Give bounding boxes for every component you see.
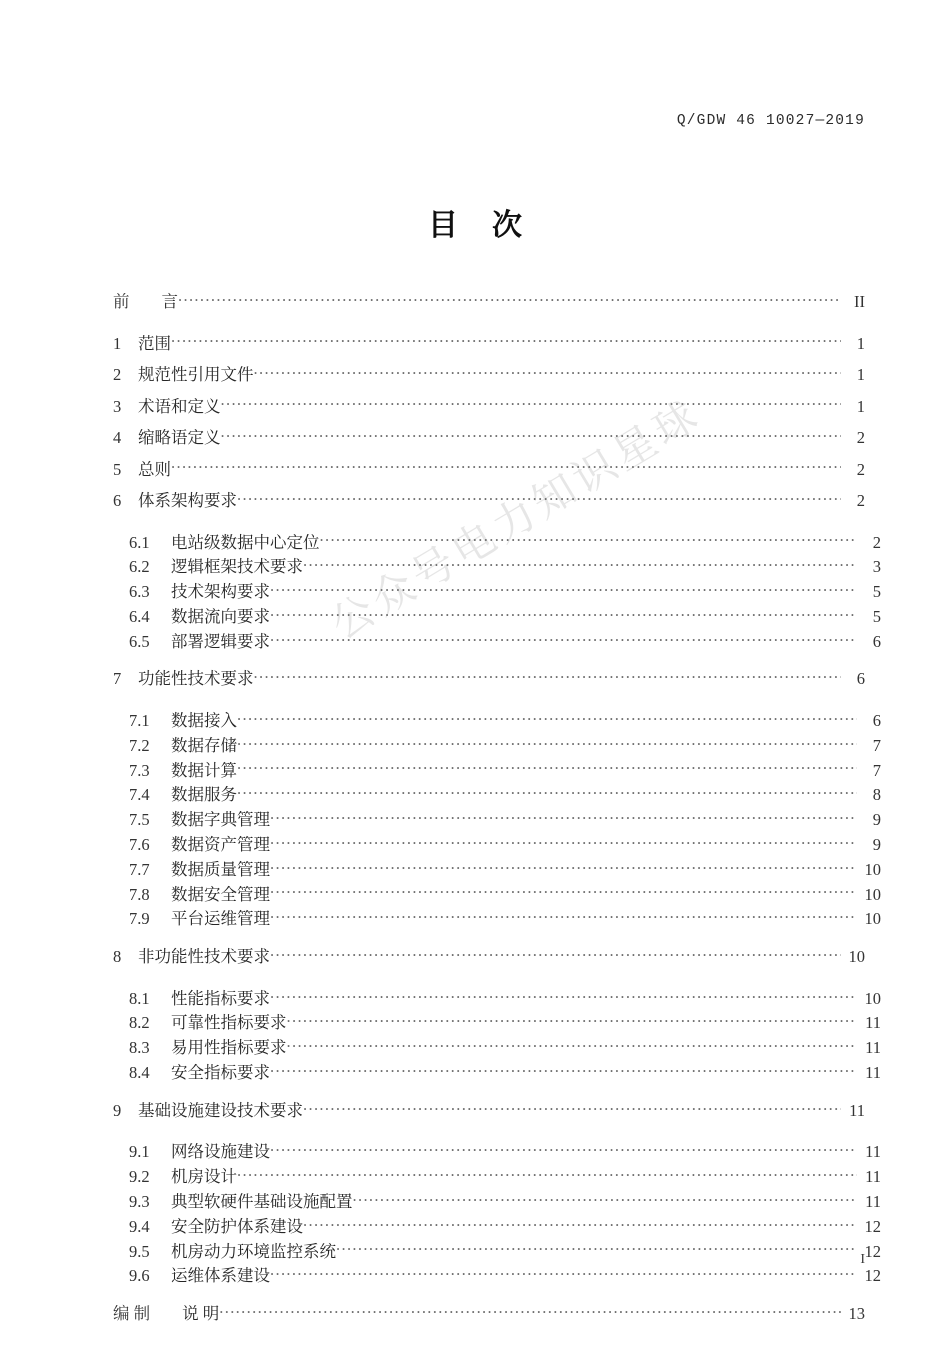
- toc-entry-page-number: 2: [856, 428, 865, 447]
- toc-entry-page-number: 2: [856, 459, 865, 479]
- toc-entry-page-number: 9: [872, 810, 881, 830]
- toc-entry-number: 7.9: [129, 909, 150, 929]
- toc-entry-page-number: 1: [856, 333, 865, 353]
- toc-entry-label: 基础设施建设技术要求: [138, 1100, 303, 1120]
- toc-entry-page-number: 10: [848, 947, 865, 967]
- toc-leader-dots: [270, 1265, 857, 1282]
- toc-leader-dots: [178, 291, 841, 308]
- toc-entry-page-number: 12: [864, 1216, 881, 1236]
- toc-entry-page-number: 6: [856, 669, 865, 689]
- toc-entry-number: 1: [113, 333, 122, 353]
- toc-entry-number: 6.5: [129, 631, 150, 651]
- toc-leader-dots: [270, 946, 841, 963]
- toc-leader-dots: [237, 1166, 857, 1183]
- toc-leader-dots: [270, 1141, 857, 1158]
- toc-entry[interactable]: [110, 707, 881, 732]
- toc-entry-label: 数据接入: [171, 710, 237, 730]
- toc-leader-dots: [237, 709, 857, 726]
- toc-entry-label: 易用性指标要求: [171, 1038, 287, 1058]
- toc-leader-dots: [171, 458, 841, 475]
- toc-entry-page-number: II: [854, 292, 865, 311]
- toc-entry-page-number: 6: [872, 631, 881, 651]
- toc-entry-number: 8: [113, 947, 122, 967]
- toc-entry[interactable]: [110, 1188, 881, 1213]
- toc-entry-label: 缩略语定义: [138, 428, 221, 447]
- toc-entry-number: 7.3: [129, 760, 150, 780]
- toc-entry-page-number: 11: [865, 1191, 881, 1211]
- toc-entry[interactable]: [110, 1059, 881, 1084]
- toc-entry[interactable]: [110, 529, 881, 554]
- toc-entry[interactable]: [110, 393, 865, 425]
- toc-entry[interactable]: [110, 1138, 881, 1163]
- toc-entry-number: 9.6: [129, 1266, 150, 1286]
- toc-entry-page-number: 12: [864, 1266, 881, 1286]
- toc-leader-dots: [303, 1099, 841, 1116]
- toc-leader-dots: [254, 364, 842, 381]
- toc-entry[interactable]: [110, 1097, 865, 1129]
- toc-entry[interactable]: [110, 943, 865, 975]
- toc-entry-label: 可靠性指标要求: [171, 1013, 287, 1033]
- toc-entry-label: 电站级数据中心定位: [171, 532, 320, 552]
- toc-entry-number: 9.3: [129, 1191, 150, 1211]
- toc-entry-number: 8.4: [129, 1063, 150, 1083]
- toc-entry[interactable]: [110, 806, 881, 831]
- toc-leader-dots: [270, 1062, 857, 1079]
- toc-entry-label: 性能指标要求: [171, 988, 270, 1008]
- toc-leader-dots: [270, 581, 857, 598]
- toc-entry-page-number: 11: [865, 1063, 881, 1083]
- toc-entry-label: 数据流向要求: [171, 606, 270, 626]
- toc-entry-page-number: 10: [864, 884, 881, 904]
- toc-leader-dots: [270, 809, 857, 826]
- toc-entry-page-number: 11: [865, 1038, 881, 1058]
- toc-entry[interactable]: [110, 330, 865, 362]
- toc-leader-dots: [353, 1190, 858, 1207]
- toc-entry[interactable]: [110, 628, 881, 653]
- toc-leader-dots: [303, 1215, 857, 1232]
- toc-entry-page-number: 7: [872, 735, 881, 755]
- toc-entry-label: 言: [161, 292, 178, 311]
- toc-entry-label: 安全指标要求: [171, 1063, 270, 1083]
- toc-entry[interactable]: [110, 424, 865, 456]
- toc-entry-label: 体系架构要求: [138, 491, 237, 510]
- toc-entry-number: 8.1: [129, 988, 150, 1008]
- toc-entry-label: 安全防护体系建设: [171, 1216, 303, 1236]
- toc-entry[interactable]: [110, 288, 865, 320]
- toc-leader-dots: [219, 1303, 841, 1320]
- toc-leader-dots: [270, 630, 857, 647]
- toc-entry[interactable]: [110, 1034, 881, 1059]
- toc-entry-number: 9.2: [129, 1167, 150, 1187]
- toc-leader-dots: [270, 908, 857, 925]
- standard-code-header: Q/GDW 46 10027—2019: [676, 113, 865, 129]
- toc-entry-label: 规范性引用文件: [138, 365, 254, 384]
- toc-entry[interactable]: [110, 1262, 881, 1287]
- toc-entry[interactable]: [110, 1163, 881, 1188]
- toc-entry[interactable]: [110, 578, 881, 603]
- toc-entry-number: 9.1: [129, 1142, 150, 1162]
- toc-entry-number: 9.4: [129, 1216, 150, 1236]
- toc-entry[interactable]: [110, 856, 881, 881]
- toc-entry-number: 9.5: [129, 1241, 150, 1261]
- toc-entry-number: 6.3: [129, 582, 150, 602]
- toc-leader-dots: [237, 784, 857, 801]
- toc-entry-number: 7: [113, 669, 122, 689]
- toc-entry-label: 数据资产管理: [171, 834, 270, 854]
- toc-entry-number: 5: [113, 459, 122, 479]
- toc-entry-page-number: 3: [872, 557, 881, 577]
- toc-entry-page-number: 11: [849, 1100, 865, 1120]
- toc-entry-page-number: 10: [864, 909, 881, 929]
- watermark-text: 公众号电力知识星球: [323, 391, 710, 649]
- toc-entry[interactable]: [110, 1213, 881, 1238]
- toc-entry-number: 6.1: [129, 532, 150, 552]
- toc-entry-label: 范围: [138, 333, 171, 353]
- toc-entry-label: 机房设计: [171, 1167, 237, 1187]
- toc-leader-dots: [270, 833, 857, 850]
- toc-entry-number: 9: [113, 1100, 122, 1120]
- toc-entry-page-number: 11: [865, 1142, 881, 1162]
- toc-entry-number: 8.2: [129, 1013, 150, 1033]
- toc-entry-page-number: 8: [872, 785, 881, 805]
- toc-entry-page-number: 1: [856, 365, 865, 384]
- toc-entry-number: 7.2: [129, 735, 150, 755]
- toc-entry[interactable]: [110, 456, 865, 488]
- toc-entry-number: 6.4: [129, 606, 150, 626]
- toc-entry-page-number: 9: [872, 834, 881, 854]
- toc-entry-number: 2: [113, 365, 122, 384]
- toc-entry-number: 4: [113, 428, 122, 447]
- toc-leader-dots: [221, 427, 842, 444]
- toc-entry-label: 运维体系建设: [171, 1266, 270, 1286]
- toc-entry-number: 8.3: [129, 1038, 150, 1058]
- toc-entry[interactable]: [110, 1238, 881, 1263]
- toc-leader-dots: [237, 734, 857, 751]
- toc-leader-dots: [237, 759, 857, 776]
- toc-entry[interactable]: [110, 553, 881, 578]
- toc-entry-label: 技术架构要求: [171, 582, 270, 602]
- toc-entry-label: 数据质量管理: [171, 859, 270, 879]
- toc-entry-page-number: 12: [864, 1241, 881, 1261]
- page-title-char-2: 次: [492, 209, 522, 242]
- toc-entry-page-number: 1: [856, 396, 865, 416]
- toc-leader-dots: [320, 531, 858, 548]
- toc-entry[interactable]: [110, 905, 881, 930]
- toc-entry-label: 非功能性技术要求: [138, 947, 270, 967]
- toc-entry-page-number: 5: [872, 582, 881, 602]
- toc-entry-page-number: 6: [872, 710, 881, 730]
- toc-entry-number: 前: [113, 292, 130, 311]
- toc-entry-label: 数据服务: [171, 785, 237, 805]
- toc-entry-number: 6.2: [129, 557, 150, 577]
- toc-entry-number: 编 制: [113, 1304, 151, 1324]
- toc-entry-label: 术语和定义: [138, 396, 221, 416]
- toc-entry-number: 7.4: [129, 785, 150, 805]
- toc-leader-dots: [270, 987, 857, 1004]
- toc-entry-number: 7.6: [129, 834, 150, 854]
- toc-leader-dots: [287, 1037, 858, 1054]
- toc-entry-label: 总则: [138, 459, 171, 479]
- toc-entry-label: 功能性技术要求: [138, 669, 254, 689]
- toc-entry[interactable]: [110, 831, 881, 856]
- toc-entry-page-number: 11: [865, 1167, 881, 1187]
- toc-entry-number: 6: [113, 491, 122, 510]
- toc-leader-dots: [287, 1012, 858, 1029]
- toc-entry-page-number: 11: [865, 1013, 881, 1033]
- toc-entry-number: 7.7: [129, 859, 150, 879]
- toc-leader-dots: [303, 556, 857, 573]
- toc-entry-label: 部署逻辑要求: [171, 631, 270, 651]
- toc-entry[interactable]: [110, 487, 865, 519]
- toc-entry[interactable]: [110, 603, 881, 628]
- toc-entry-page-number: 10: [864, 988, 881, 1008]
- toc-leader-dots: [221, 395, 842, 412]
- toc-leader-dots: [171, 332, 841, 349]
- toc-leader-dots: [270, 858, 857, 875]
- toc-entry[interactable]: [110, 665, 865, 697]
- toc-entry[interactable]: [110, 781, 881, 806]
- toc-entry-number: 7.1: [129, 710, 150, 730]
- toc-entry[interactable]: [110, 361, 865, 393]
- toc-entry-number: 7.5: [129, 810, 150, 830]
- toc-entry-label: 数据存储: [171, 735, 237, 755]
- toc-entry-page-number: 7: [872, 760, 881, 780]
- toc-entry-label: 说 明: [182, 1304, 220, 1324]
- toc-leader-dots: [270, 605, 857, 622]
- page-title-char-1: 目: [428, 209, 458, 242]
- toc-entry-label: 数据字典管理: [171, 810, 270, 830]
- toc-leader-dots: [270, 883, 857, 900]
- footer-page-number: I: [860, 1252, 865, 1267]
- toc-entry-label: 逻辑框架技术要求: [171, 557, 303, 577]
- toc-entry[interactable]: [110, 881, 881, 906]
- table-of-contents: [110, 288, 881, 1332]
- toc-entry-page-number: 2: [856, 491, 865, 510]
- toc-leader-dots: [254, 668, 842, 685]
- toc-entry[interactable]: [110, 757, 881, 782]
- toc-entry-number: 3: [113, 396, 122, 416]
- toc-entry-label: 平台运维管理: [171, 909, 270, 929]
- toc-entry-page-number: 5: [872, 606, 881, 626]
- toc-entry-page-number: 13: [848, 1304, 865, 1324]
- toc-entry-page-number: 2: [872, 532, 881, 552]
- toc-entry-number: 7.8: [129, 884, 150, 904]
- toc-leader-dots: [336, 1240, 857, 1257]
- toc-entry[interactable]: [110, 1300, 865, 1332]
- toc-entry-label: 网络设施建设: [171, 1142, 270, 1162]
- toc-entry-label: 机房动力环境监控系统: [171, 1241, 336, 1261]
- toc-entry-label: 数据安全管理: [171, 884, 270, 904]
- toc-leader-dots: [237, 490, 841, 507]
- toc-entry-page-number: 10: [864, 859, 881, 879]
- toc-entry-label: 典型软硬件基础设施配置: [171, 1191, 353, 1211]
- toc-entry[interactable]: [110, 1009, 881, 1034]
- toc-entry-label: 数据计算: [171, 760, 237, 780]
- toc-entry[interactable]: [110, 985, 881, 1010]
- page-title: [0, 200, 950, 244]
- toc-entry[interactable]: [110, 732, 881, 757]
